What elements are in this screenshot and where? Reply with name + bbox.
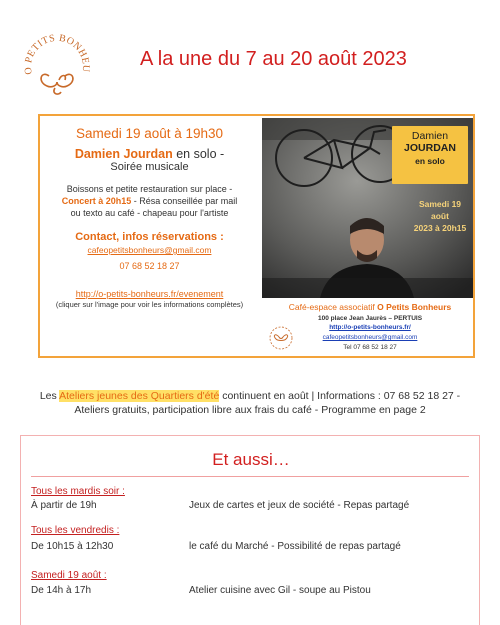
aussi-title: Et aussi… — [212, 450, 290, 469]
event-poster-image[interactable] — [262, 118, 473, 298]
agenda-time: De 10h15 à 12h30 — [31, 541, 114, 552]
info-line3: ou texto au café - chapeau pour l'artiste — [70, 208, 229, 218]
poster-name-card — [392, 126, 468, 184]
poster-date-line2: 2023 à 20h15 — [413, 223, 467, 233]
artist-solo: en solo - — [172, 147, 225, 161]
cafe-title — [266, 302, 474, 312]
contact-phone: 07 68 52 18 27 — [119, 261, 180, 271]
agenda-heading: Tous les mardis soir : — [31, 486, 125, 497]
cafe-website-link[interactable]: http://o-petits-bonheurs.fr/ — [329, 324, 411, 331]
ateliers-line2: Ateliers gratuits, participation libre aux frais du café - Programme en page 2 — [74, 404, 426, 416]
event-note: (cliquer sur l'image pour voir les informations complètes) — [55, 300, 244, 309]
agenda-description: Atelier cuisine avec Gil - soupe au Pistou — [189, 585, 371, 596]
artist-name: Damien Jourdan — [74, 147, 173, 161]
cafe-title-name: O Petits Bonheurs — [377, 302, 452, 312]
contact-email-link[interactable]: cafeopetitsbonheurs@gmail.com — [87, 245, 212, 255]
cafe-address: 100 place Jean Jaurès – PERTUIS — [317, 315, 423, 322]
event-subtitle: Soirée musicale — [110, 161, 189, 173]
info-line1: Boissons et petite restauration sur place - — [66, 184, 233, 194]
svg-text:O PETITS BONHEURS — [18, 30, 91, 75]
event-artist — [42, 147, 257, 161]
agenda-time: À partir de 19h — [31, 500, 97, 511]
contact-title: Contact, infos réservations : — [75, 231, 224, 243]
event-info — [42, 183, 257, 219]
logo-text: O PETITS BONHEU — [22, 32, 92, 76]
poster-last-name: JOURDAN — [404, 142, 456, 154]
logo — [18, 30, 96, 108]
headline: A la une du 7 au 20 août 2023 — [140, 48, 407, 70]
ateliers-paragraph — [20, 389, 480, 417]
ateliers-highlight: Ateliers jeunes des Quartiers d'été — [59, 390, 220, 402]
event-box[interactable] — [38, 114, 475, 358]
agenda-heading: Samedi 19 août : — [31, 570, 107, 581]
concert-time: Concert à 20h15 — [61, 196, 132, 206]
poster-date — [410, 198, 470, 234]
agenda-description: Jeux de cartes et jeux de société - Repas partagé — [189, 500, 410, 511]
poster-first-name: Damien — [411, 130, 449, 142]
cafe-info — [266, 302, 474, 351]
cafe-title-prefix: Café-espace associatif — [288, 302, 378, 312]
info-line2: - Résa conseillée par mail — [131, 196, 238, 206]
aussi-section — [20, 435, 480, 625]
poster-date-line1: Samedi 19 août — [418, 199, 462, 221]
event-details — [42, 120, 257, 310]
cafe-email-link[interactable]: cafeopetitsbonheurs@gmail.com — [322, 334, 418, 341]
cafe-phone: Tel 07 68 52 18 27 — [343, 344, 397, 351]
event-page-link[interactable]: http://o-petits-bonheurs.fr/evenement — [75, 289, 224, 299]
agenda-time: De 14h à 17h — [31, 585, 92, 596]
event-date: Samedi 19 août à 19h30 — [75, 126, 224, 141]
ateliers-line1: continuent en août | Informations : 07 68 52 18 27 - — [219, 390, 461, 402]
poster-solo: en solo — [415, 156, 445, 166]
ateliers-prefix: Les — [39, 390, 60, 402]
agenda-description: le café du Marché - Possibilité de repas partagé — [189, 541, 401, 552]
agenda-heading: Tous les vendredis : — [31, 525, 120, 536]
aussi-divider — [31, 476, 469, 477]
